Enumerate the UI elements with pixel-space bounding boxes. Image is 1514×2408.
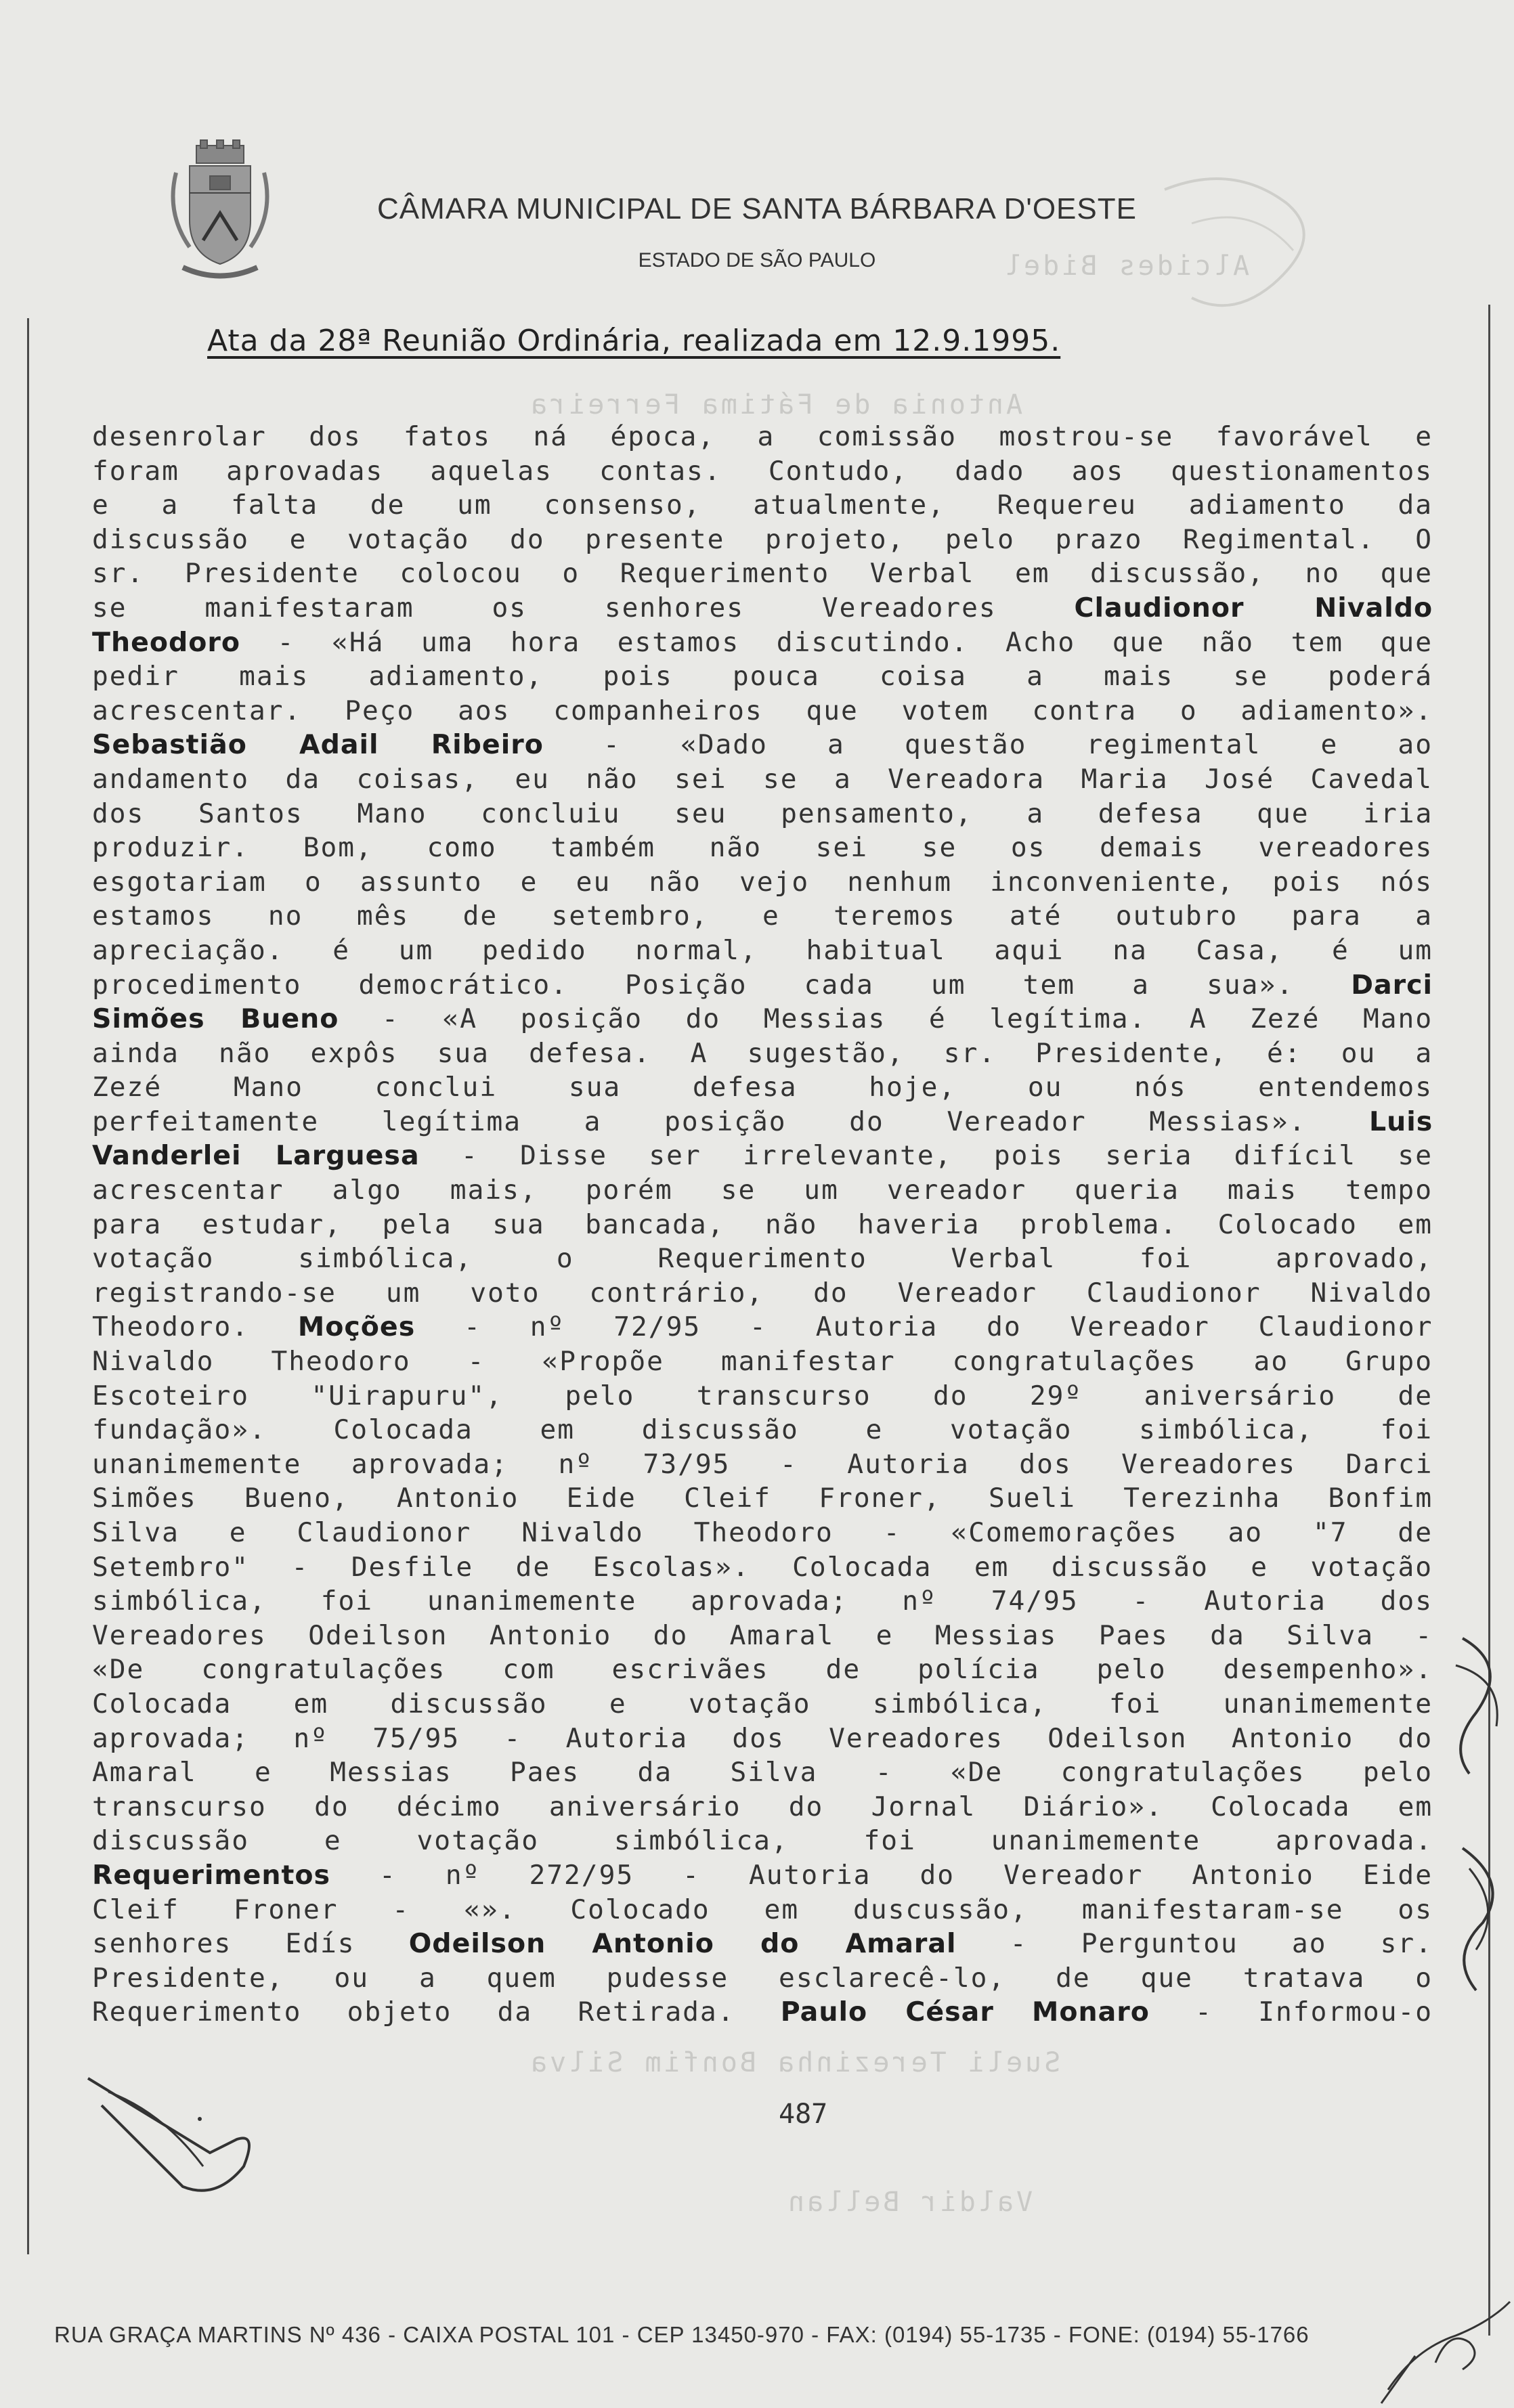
- text-segment: foram aprovadas aquelas contas. Contudo, dado aos questionamentos: [92, 455, 1433, 487]
- show-through-text: Valdir Bellan: [785, 2187, 1033, 2218]
- text-segment: se manifestaram os senhores Vereadores: [92, 592, 1075, 623]
- text-segment: - «Dado a questão regimental e ao: [543, 729, 1433, 761]
- page-number: 487: [779, 2099, 828, 2130]
- text-line: [92, 1379, 1433, 1414]
- text-line: [92, 1961, 1433, 1996]
- text-segment: dos Santos Mano concluiu seu pensamento, a defesa que iria: [92, 797, 1433, 829]
- text-segment: - «A posição do Messias é legítima. A Zezé Mano: [339, 1003, 1433, 1035]
- text-line: [92, 728, 1433, 762]
- right-margin-rule: [1488, 305, 1490, 2336]
- speaker-name: Claudionor Nivaldo: [1074, 592, 1433, 623]
- text-segment: simbólica, foi unanimemente aprovada; nº 74/95 - Autoria dos: [92, 1585, 1433, 1617]
- text-segment: - «Há uma hora estamos discutindo. Acho que não tem que: [240, 626, 1433, 658]
- text-segment: acrescentar algo mais, porém se um vereador queria mais tempo: [92, 1175, 1433, 1206]
- text-line: [92, 831, 1433, 865]
- speaker-name: Simões Bueno: [92, 1003, 339, 1035]
- text-segment: e a falta de um consenso, atualmente, Requereu adiamento da: [92, 489, 1433, 521]
- text-line: [92, 968, 1433, 1003]
- text-segment: Simões Bueno, Antonio Eide Cleif Froner, Sueli Terezinha Bonfim: [92, 1483, 1433, 1514]
- text-line: [92, 1447, 1433, 1482]
- text-line: [92, 1208, 1433, 1242]
- text-segment: apreciação. é um pedido normal, habitual aqui na Casa, é um: [92, 934, 1433, 966]
- text-line: [92, 1036, 1433, 1071]
- speaker-name: Requerimentos: [92, 1859, 331, 1891]
- text-segment: votação simbólica, o Requerimento Verbal foi aprovado,: [92, 1243, 1433, 1275]
- institution-name: CÂMARA MUNICIPAL DE SANTA BÁRBARA D'OESTE: [377, 192, 1137, 225]
- text-line: [92, 1893, 1433, 1927]
- text-segment: - nº 72/95 - Autoria do Vereador Claudionor: [415, 1311, 1433, 1343]
- text-segment: aprovada; nº 75/95 - Autoria dos Vereadores Odeilson Antonio do: [92, 1722, 1433, 1754]
- text-line: [92, 1550, 1433, 1585]
- text-segment: Zezé Mano conclui sua defesa hoje, ou nós entendemos: [92, 1072, 1433, 1103]
- speaker-name: Odeilson Antonio do Amaral: [408, 1928, 957, 1960]
- speaker-name: Moções: [297, 1311, 416, 1343]
- text-segment: esgotariam o assunto e eu não vejo nenhum inconveniente, pois nós: [92, 866, 1433, 898]
- text-segment: Vereadores Odeilson Antonio do Amaral e Messias Paes da Silva -: [92, 1619, 1433, 1651]
- text-segment: ainda não expôs sua defesa. A sugestão, sr. Presidente, é: ou a: [92, 1037, 1433, 1069]
- text-segment: Setembro" - Desfile de Escolas». Colocada em discussão e votação: [92, 1551, 1433, 1583]
- text-line: [92, 1105, 1433, 1139]
- minutes-body-text: [92, 420, 1433, 2030]
- text-line: [92, 1755, 1433, 1790]
- speaker-name: Vanderlei Larguesa: [92, 1140, 420, 1172]
- text-segment: discussão e votação simbólica, foi unanimemente aprovada.: [92, 1825, 1433, 1857]
- state-name: ESTADO DE SÃO PAULO: [638, 249, 876, 271]
- speaker-name: Luis: [1368, 1106, 1433, 1137]
- text-line: [92, 1652, 1433, 1687]
- text-segment: para estudar, pela sua bancada, não haveria problema. Colocado em: [92, 1208, 1433, 1240]
- text-line: [92, 454, 1433, 489]
- text-segment: transcurso do décimo aniversário do Jornal Diário». Colocada em: [92, 1791, 1433, 1822]
- text-segment: registrando-se um voto contrário, do Vereador Claudionor Nivaldo: [92, 1277, 1433, 1309]
- document-title: Ata da 28ª Reunião Ordinária, realizada em 12.9.1995.: [207, 324, 1061, 358]
- footer-address: RUA GRAÇA MARTINS Nº 436 - CAIXA POSTAL 101 - CEP 13450-970 - FAX: (0194) 55-1735 - FONE: (0194) 55-1766: [54, 2322, 1310, 2347]
- text-segment: produzir. Bom, como também não sei se os demais vereadores: [92, 832, 1433, 864]
- text-segment: Amaral e Messias Paes da Silva - «De congratulações pelo: [92, 1757, 1433, 1789]
- text-segment: pedir mais adiamento, pois pouca coisa a mais se poderá: [92, 661, 1433, 693]
- text-line: [92, 1276, 1433, 1311]
- text-line: [92, 420, 1433, 454]
- show-through-text: Alcides Bidel: [1002, 250, 1250, 282]
- text-line: [92, 523, 1433, 557]
- text-line: [92, 762, 1433, 797]
- text-segment: perfeitamente legítima a posição do Vereador Messias».: [92, 1106, 1369, 1137]
- show-through-text: Sueli Terezinha Bonfim Silva: [528, 2047, 1061, 2078]
- text-line: [92, 1310, 1433, 1344]
- show-through-text: Antonia de Fátima Ferreira: [528, 389, 1023, 420]
- speaker-name: Darci: [1351, 969, 1433, 1001]
- text-segment: - Perguntou ao sr.: [956, 1928, 1433, 1960]
- text-segment: Nivaldo Theodoro - «Propõe manifestar congratulações ao Grupo: [92, 1346, 1433, 1378]
- text-line: [92, 1481, 1433, 1516]
- text-line: [92, 488, 1433, 523]
- text-line: [92, 865, 1433, 900]
- text-line: [92, 1413, 1433, 1447]
- signature-bottom-right: [1375, 2288, 1514, 2408]
- text-line: [92, 1344, 1433, 1379]
- text-segment: Theodoro.: [92, 1311, 298, 1343]
- text-line: [92, 1824, 1433, 1858]
- text-segment: procedimento democrático. Posição cada um tem a sua».: [92, 969, 1351, 1001]
- text-segment: sr. Presidente colocou o Requerimento Verbal em discussão, no que: [92, 558, 1433, 590]
- text-line: [92, 1722, 1433, 1756]
- text-segment: - Disse ser irrelevante, pois seria difícil se: [419, 1140, 1433, 1172]
- text-line: [92, 934, 1433, 968]
- text-line: [92, 1139, 1433, 1173]
- text-line: [92, 659, 1433, 694]
- text-line: [92, 1242, 1433, 1276]
- speaker-name: Sebastião Adail Ribeiro: [92, 729, 544, 761]
- text-segment: «De congratulações com escrivães de polícia pelo desempenho».: [92, 1654, 1433, 1686]
- text-segment: unanimemente aprovada; nº 73/95 - Autoria dos Vereadores Darci: [92, 1448, 1433, 1480]
- text-line: [92, 1858, 1433, 1893]
- text-line: [92, 1070, 1433, 1105]
- text-segment: estamos no mês de setembro, e teremos até outubro para a: [92, 900, 1433, 932]
- signature-initials-bottom-left: [81, 2065, 271, 2214]
- text-line: [92, 626, 1433, 660]
- text-segment: desenrolar dos fatos ná época, a comissão mostrou-se favorável e: [92, 421, 1433, 452]
- text-segment: Escoteiro "Uirapuru", pelo transcurso do 29º aniversário de: [92, 1380, 1433, 1411]
- text-segment: Presidente, ou a quem pudesse esclarecê-lo, de que tratava o: [92, 1962, 1433, 1994]
- text-segment: Silva e Claudionor Nivaldo Theodoro - «Comemorações ao "7 de: [92, 1517, 1433, 1548]
- text-line: [92, 1995, 1433, 2030]
- text-line: [92, 694, 1433, 728]
- text-segment: acrescentar. Peço aos companheiros que votem contra o adiamento».: [92, 695, 1433, 726]
- text-line: [92, 1516, 1433, 1550]
- text-segment: - Informou-o: [1149, 1996, 1433, 2028]
- text-segment: senhores Edís: [92, 1928, 409, 1960]
- text-segment: Cleif Froner - «». Colocado em duscussão, manifestaram-se os: [92, 1893, 1433, 1925]
- text-segment: andamento da coisas, eu não sei se a Vereadora Maria José Cavedal: [92, 763, 1433, 795]
- text-line: [92, 1584, 1433, 1619]
- text-segment: fundação». Colocada em discussão e votação simbólica, foi: [92, 1414, 1433, 1446]
- text-line: [92, 1927, 1433, 1961]
- signature-initials-right-margin: [1435, 1625, 1514, 2031]
- text-line: [92, 1619, 1433, 1653]
- speaker-name: Paulo César Monaro: [780, 1996, 1150, 2028]
- text-line: [92, 1002, 1433, 1036]
- left-margin-rule: [27, 318, 29, 2254]
- text-line: [92, 1687, 1433, 1722]
- text-segment: Colocada em discussão e votação simbólica, foi unanimemente: [92, 1688, 1433, 1720]
- text-line: [92, 1790, 1433, 1824]
- text-line: [92, 556, 1433, 591]
- speaker-name: Theodoro: [92, 626, 241, 658]
- text-line: [92, 899, 1433, 934]
- text-line: [92, 1173, 1433, 1208]
- text-segment: - nº 272/95 - Autoria do Vereador Antonio Eide: [330, 1859, 1433, 1891]
- text-line: [92, 591, 1433, 626]
- text-segment: discussão e votação do presente projeto, pelo prazo Regimental. O: [92, 523, 1433, 555]
- text-segment: Requerimento objeto da Retirada.: [92, 1996, 781, 2028]
- text-line: [92, 797, 1433, 831]
- signature-faint-top-right: [1151, 162, 1354, 338]
